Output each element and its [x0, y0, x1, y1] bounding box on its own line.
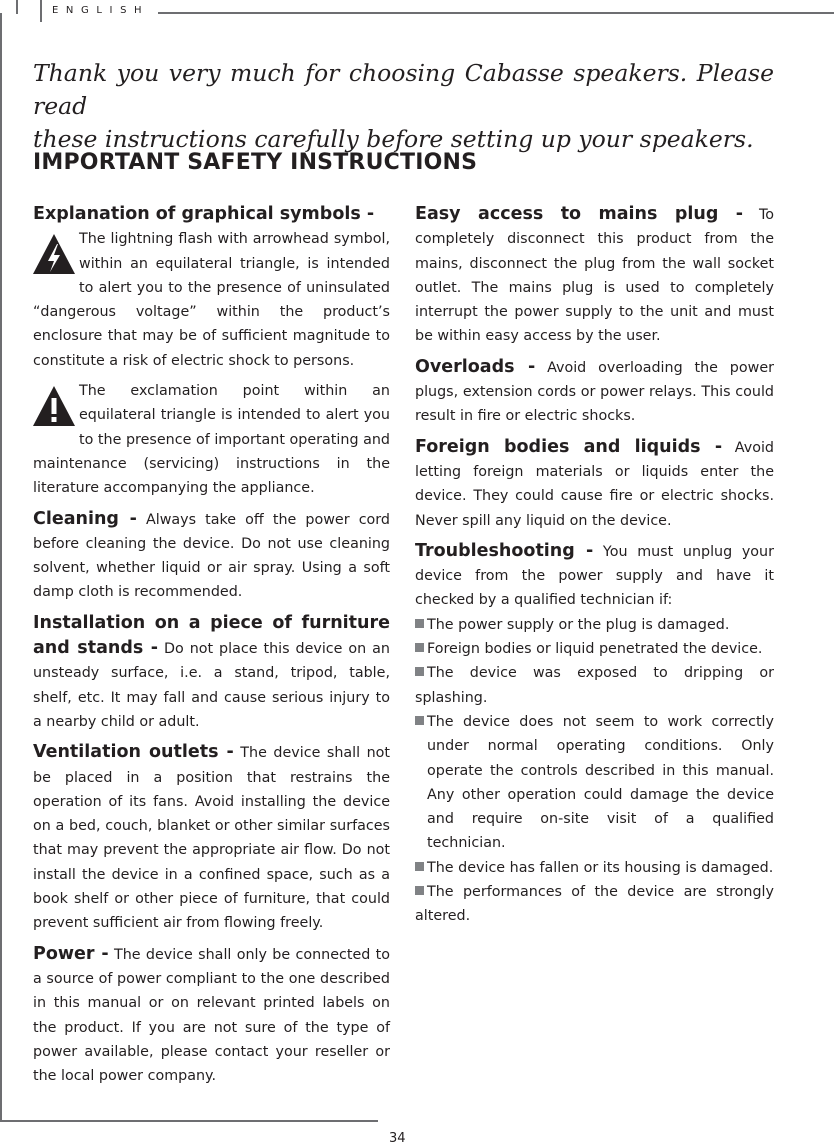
square-bullet-icon: [415, 862, 424, 871]
section-body: The device shall not be placed in a position that restrains the operation of its fans. Avoid installing the device on a bed, couch, blanket or other similar surfaces that may prevent the appropriate air flow. Do not install the device in a confined space, such as a book shelf or other piece of furniture, that could prevent sufficient air from flowing freely.: [33, 745, 390, 932]
list-item-text: The performances of the device are strongly altered.: [415, 884, 774, 925]
section-heading: Ventilation outlets -: [33, 742, 234, 763]
square-bullet-icon: [415, 619, 424, 628]
header-tick: [16, 0, 18, 14]
intro-line-1: Thank you very much for choosing Cabasse speakers. Please read: [33, 59, 774, 120]
language-tag: ENGLISH: [52, 5, 150, 16]
section-body: You must unplug your device from the power supply and have it checked by a qualified technician if:: [415, 543, 774, 609]
section-body: The exclamation point within an equilateral triangle is intended to alert you to the presence of important operating and maintenance (servicing) instructions in the literature accompanying the appliance.: [33, 383, 390, 497]
square-bullet-icon: [415, 667, 424, 676]
list-item: [415, 637, 774, 661]
page-frame-bottom: [0, 1120, 378, 1122]
section-symbols: [33, 202, 390, 373]
list-item-text: The device was exposed to dripping or splashing.: [415, 665, 774, 706]
list-item: [415, 856, 774, 880]
header-tick: [40, 0, 42, 22]
section-power: [33, 942, 390, 1089]
exclamation-warning-icon: [31, 379, 77, 431]
square-bullet-icon: [415, 716, 424, 725]
section-heading: Overloads -: [415, 356, 536, 377]
section-heading: Easy access to mains plug -: [415, 204, 744, 224]
list-item: [415, 613, 774, 637]
section-cleaning: [33, 507, 390, 605]
section-heading: Installation on a piece of furniture and stands -: [33, 612, 390, 659]
section-mains: [415, 202, 774, 349]
section-heading: Cleaning -: [33, 508, 137, 529]
list-item-text: The device has fallen or its housing is damaged.: [427, 859, 774, 876]
section-installation: [33, 611, 390, 734]
section-body: Avoid overloading the power plugs, extension cords or power relays. This could result in fire or electric shocks.: [415, 359, 774, 425]
list-item-text: The power supply or the plug is damaged.: [427, 616, 730, 633]
list-item-text: The device does not seem to work correctly under normal operating conditions. Only operate the controls described in this manual. Any other operation could damage the device and require on-site visit of a qualified technician.: [427, 713, 774, 852]
page-title: IMPORTANT SAFETY INSTRUCTIONS: [33, 150, 478, 175]
square-bullet-icon: [415, 643, 424, 652]
troubleshooting-bullet-list: [415, 613, 774, 929]
section-overloads: [415, 355, 774, 429]
list-item: [415, 880, 774, 929]
lightning-warning-icon: [31, 227, 77, 279]
section-heading: Explanation of graphical symbols -: [33, 204, 375, 224]
list-item-text: Foreign bodies or liquid penetrated the device.: [427, 641, 763, 658]
section-body: Always take off the power cord before cleaning the device. Do not use cleaning solvent, whether liquid or air spray. Using a soft damp cloth is recommended.: [33, 511, 391, 601]
section-body: To completely disconnect this product from the mains, disconnect the plug from the wall socket outlet. The mains plug is used to completely interrupt the power supply to the unit and must be within easy access by the user.: [415, 207, 774, 345]
section-foreign: [415, 435, 774, 533]
list-item: [415, 661, 774, 710]
section-exclamation: [33, 379, 390, 500]
page-frame-left: [0, 13, 2, 1121]
left-column: [33, 202, 390, 1094]
section-heading: Troubleshooting -: [415, 540, 594, 561]
section-troubleshooting: [415, 539, 774, 613]
section-body: Do not place this device on an unsteady surface, i.e. a stand, tripod, table, shelf, etc. It may fall and cause serious injury to a nearby child or adult.: [33, 641, 390, 730]
square-bullet-icon: [415, 886, 424, 895]
section-body: Avoid letting foreign materials or liquids enter the device. They could cause fire or electric shocks. Never spill any liquid on the device.: [415, 439, 774, 529]
page-frame-top: [158, 12, 834, 14]
list-item: [415, 710, 774, 856]
section-ventilation: [33, 740, 390, 935]
section-body: The lightning flash with arrowhead symbol, within an equilateral triangle, is intended to alert you to the presence of uninsulated “dangerous voltage” within the product’s enclosure that may be of sufficient magnitude to constitute a risk of electric shock to persons.: [33, 231, 390, 369]
page-number: 34: [389, 1131, 406, 1146]
intro-line-2: these instructions carefully before setting up your speakers.: [33, 125, 754, 153]
section-heading: Foreign bodies and liquids -: [415, 436, 723, 457]
section-heading: Power -: [33, 943, 109, 964]
intro-text: [33, 57, 774, 156]
section-body: The device shall only be connected to a source of power compliant to the one described in this manual or on relevant printed labels on the product. If you are not sure of the type of power available, please contact your reseller or the local power company.: [33, 946, 391, 1085]
right-column: [415, 202, 774, 929]
